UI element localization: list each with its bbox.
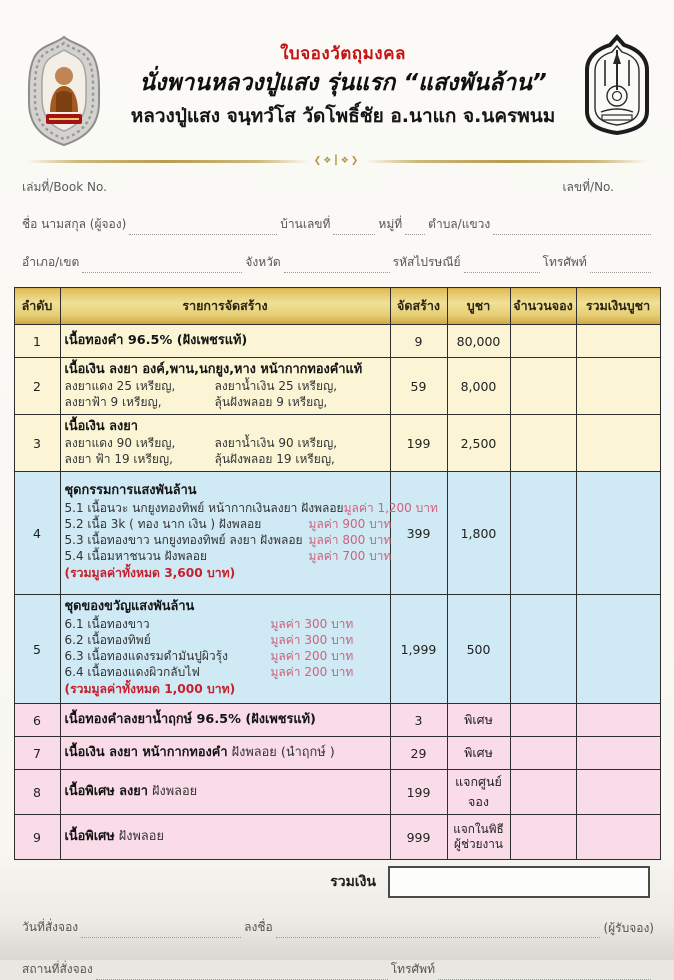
house-no-fill-line <box>333 221 375 235</box>
house-no-label: บ้านเลขที่ <box>280 217 331 231</box>
row-number-cell: 7 <box>14 737 60 770</box>
price-cell: 500 <box>447 595 510 704</box>
item-subline: 5.3 เนื้อทองขาว นกยูงทองทิพย์ ลงยา ฝังพลอย มูลค่า 800 บาท <box>64 533 392 548</box>
table-row <box>14 815 660 860</box>
quantity-made-cell: 1,999 <box>390 595 447 704</box>
phone-label: โทรศัพท์ <box>542 255 587 269</box>
item-total-value: (รวมมูลค่าทั้งหมด 1,000 บาท) <box>64 682 236 697</box>
applicant-row-1 <box>22 215 654 235</box>
item-subline: 5.1 เนื้อนวะ นกยูงทองทิพย์ หน้ากากเงินลงยา ฝังพลอย มูลค่า 1,200 บาท <box>64 501 438 516</box>
row-number-cell: 3 <box>14 415 60 472</box>
total-money-cell <box>576 358 660 415</box>
divider-ornament-icon: ❮❖┃❖❯ <box>313 156 361 166</box>
row-number-cell: 9 <box>14 815 60 860</box>
order-place-fill-line <box>96 966 388 980</box>
column-header: บูชา <box>447 288 510 325</box>
footer-phone-fill-line <box>438 966 651 980</box>
applicant-row-2 <box>22 253 654 273</box>
book-no-label: เล่มที่/Book No. <box>22 180 107 194</box>
order-table <box>14 287 661 860</box>
table-row <box>14 358 660 415</box>
price-cell: แจกในพิธี ผู้ช่วยงาน <box>447 815 510 860</box>
footer-row-1 <box>22 918 654 938</box>
receiver-label: (ผู้รับจอง) <box>603 921 654 935</box>
order-place-label: สถานที่สั่งจอง <box>22 962 93 976</box>
item-description-cell <box>60 770 390 815</box>
item-subline: ลงยา ฟ้า 19 เหรียญ, ลุ้นฝังพลอย 19 เหรียญ, <box>64 452 335 467</box>
table-row <box>14 325 660 358</box>
table-row <box>14 472 660 595</box>
form-header <box>0 0 674 152</box>
column-header: รายการจัดสร้าง <box>60 288 390 325</box>
province-label: จังหวัด <box>245 255 281 269</box>
quantity-made-cell: 999 <box>390 815 447 860</box>
row-number-cell: 4 <box>14 472 60 595</box>
total-label: รวมเงิน <box>330 874 376 890</box>
table-row <box>14 737 660 770</box>
order-date-label: วันที่สั่งจอง <box>22 920 79 934</box>
item-description-cell <box>60 704 390 737</box>
price-cell: 2,500 <box>447 415 510 472</box>
moo-label: หมู่ที่ <box>378 217 403 231</box>
table-header-row <box>14 288 660 325</box>
table-row <box>14 704 660 737</box>
reserved-quantity-cell <box>510 704 576 737</box>
subdistrict-fill-line <box>493 221 651 235</box>
name-fill-line <box>129 221 277 235</box>
price-cell: พิเศษ <box>447 704 510 737</box>
footer-phone-label: โทรศัพท์ <box>390 962 435 976</box>
total-money-cell <box>576 325 660 358</box>
reserved-quantity-cell <box>510 770 576 815</box>
quantity-made-cell: 9 <box>390 325 447 358</box>
item-description-cell <box>60 595 390 704</box>
header-text-block <box>108 34 578 131</box>
ornamental-divider <box>26 156 648 166</box>
row-number-cell: 1 <box>14 325 60 358</box>
item-title: เนื้อพิเศษ ฝังพลอย <box>64 828 164 844</box>
total-money-cell <box>576 815 660 860</box>
price-cell: แจกศูนย์จอง <box>447 770 510 815</box>
meta-row <box>22 178 614 197</box>
item-subline: ลงยาแดง 90 เหรียญ, ลงยาน้ำเงิน 90 เหรียญ, <box>64 436 338 451</box>
quantity-made-cell: 29 <box>390 737 447 770</box>
divider-line <box>26 160 309 163</box>
district-label: อำเภอ/เขต <box>22 255 80 269</box>
item-title: เนื้อเงิน ลงยา <box>64 418 138 434</box>
column-header: ลำดับ <box>14 288 60 325</box>
moo-fill-line <box>405 221 425 235</box>
row-number-cell: 5 <box>14 595 60 704</box>
name-label: ชื่อ นามสกุล (ผู้จอง) <box>22 217 127 231</box>
item-subline: ลงยาแดง 25 เหรียญ, ลงยาน้ำเงิน 25 เหรียญ, <box>64 379 338 394</box>
phone-fill-line <box>590 259 651 273</box>
table-row <box>14 770 660 815</box>
quantity-made-cell: 59 <box>390 358 447 415</box>
reserved-quantity-cell <box>510 415 576 472</box>
item-total-value: (รวมมูลค่าทั้งหมด 3,600 บาท) <box>64 566 236 581</box>
item-description-cell <box>60 358 390 415</box>
price-cell: 80,000 <box>447 325 510 358</box>
footer-row-2 <box>22 960 654 980</box>
item-title: เนื้อทองคำ 96.5% (ฝังเพชรแท้) <box>64 332 248 348</box>
table-row <box>14 595 660 704</box>
item-description-cell <box>60 737 390 770</box>
reserved-quantity-cell <box>510 815 576 860</box>
signature-label: ลงชื่อ <box>244 920 273 934</box>
item-title: ชุดของขวัญแสงพันล้าน <box>64 599 195 615</box>
doc-no-label: เลขที่/No. <box>562 180 614 194</box>
total-money-cell <box>576 704 660 737</box>
reserved-quantity-cell <box>510 325 576 358</box>
quantity-made-cell: 399 <box>390 472 447 595</box>
item-title: เนื้อพิเศษ ลงยา ฝังพลอย <box>64 783 198 799</box>
item-subline: 6.3 เนื้อทองแดงรมดำมันปูผิวรุ้ง มูลค่า 200 บาท <box>64 649 354 664</box>
item-description-cell <box>60 325 390 358</box>
item-subline: 5.2 เนื้อ 3k ( ทอง นาก เงิน ) ฝังพลอย มูลค่า 900 บาท <box>64 517 392 532</box>
total-money-cell <box>576 595 660 704</box>
reserved-quantity-cell <box>510 595 576 704</box>
price-cell: 1,800 <box>447 472 510 595</box>
reserved-quantity-cell <box>510 737 576 770</box>
reserved-quantity-cell <box>510 472 576 595</box>
item-title: ชุดกรรมการแสงพันล้าน <box>64 483 197 499</box>
reserved-quantity-cell <box>510 358 576 415</box>
district-fill-line <box>82 259 242 273</box>
temple-seal-icon <box>578 34 656 138</box>
item-description-cell <box>60 815 390 860</box>
province-fill-line <box>284 259 390 273</box>
item-subline: 6.4 เนื้อทองแดงผิวกลับไฟ มูลค่า 200 บาท <box>64 665 354 680</box>
total-amount-box <box>388 866 650 898</box>
row-number-cell: 2 <box>14 358 60 415</box>
total-money-cell <box>576 737 660 770</box>
total-money-cell <box>576 770 660 815</box>
form-tag: ใบจองวัตถุมงคล <box>280 44 406 64</box>
page-subtitle: หลวงปู่แสง จนฺทวํโส วัดโพธิ์ชัย อ.นาแก จ.นครพนม <box>130 104 556 127</box>
row-number-cell: 6 <box>14 704 60 737</box>
item-description-cell <box>60 415 390 472</box>
postal-fill-line <box>464 259 540 273</box>
item-subline: 6.2 เนื้อทองทิพย์ มูลค่า 300 บาท <box>64 633 354 648</box>
order-table-body <box>14 325 660 860</box>
monk-amulet-emblem <box>20 34 108 152</box>
column-header: จัดสร้าง <box>390 288 447 325</box>
item-title: เนื้อทองคำลงยาน้ำฤกษ์ 96.5% (ฝังเพชรแท้) <box>64 711 316 727</box>
item-title: เนื้อเงิน ลงยา องค์,พาน,นกยูง,หาง หน้ากากทองคำแท้ <box>64 361 363 377</box>
summary-row <box>14 866 660 898</box>
quantity-made-cell: 3 <box>390 704 447 737</box>
price-cell: 8,000 <box>447 358 510 415</box>
table-row <box>14 415 660 472</box>
total-money-cell <box>576 415 660 472</box>
column-header: รวมเงินบูชา <box>576 288 660 325</box>
postal-label: รหัสไปรษณีย์ <box>392 255 461 269</box>
item-title: เนื้อเงิน ลงยา หน้ากากทองคำ ฝังพลอย (นำฤกษ์ ) <box>64 744 335 760</box>
page-title: นั่งพานหลวงปู่แสง รุ่นแรก “แสงพันล้าน” <box>139 70 547 96</box>
item-subline: 6.1 เนื้อทองขาว มูลค่า 300 บาท <box>64 617 354 632</box>
row-number-cell: 8 <box>14 770 60 815</box>
quantity-made-cell: 199 <box>390 415 447 472</box>
signature-fill-line <box>276 924 601 938</box>
column-header: จำนวนจอง <box>510 288 576 325</box>
temple-seal-emblem <box>578 34 656 138</box>
quantity-made-cell: 199 <box>390 770 447 815</box>
subdistrict-label: ตำบล/แขวง <box>428 217 491 231</box>
total-money-cell <box>576 472 660 595</box>
price-cell: พิเศษ <box>447 737 510 770</box>
order-date-fill-line <box>81 924 241 938</box>
divider-line <box>365 160 648 163</box>
item-subline: ลงยาฟ้า 9 เหรียญ, ลุ้นฝังพลอย 9 เหรียญ, <box>64 395 328 410</box>
item-subline: 5.4 เนื้อมหาชนวน ฝังพลอย มูลค่า 700 บาท <box>64 549 392 564</box>
monk-photo-icon <box>20 34 108 152</box>
